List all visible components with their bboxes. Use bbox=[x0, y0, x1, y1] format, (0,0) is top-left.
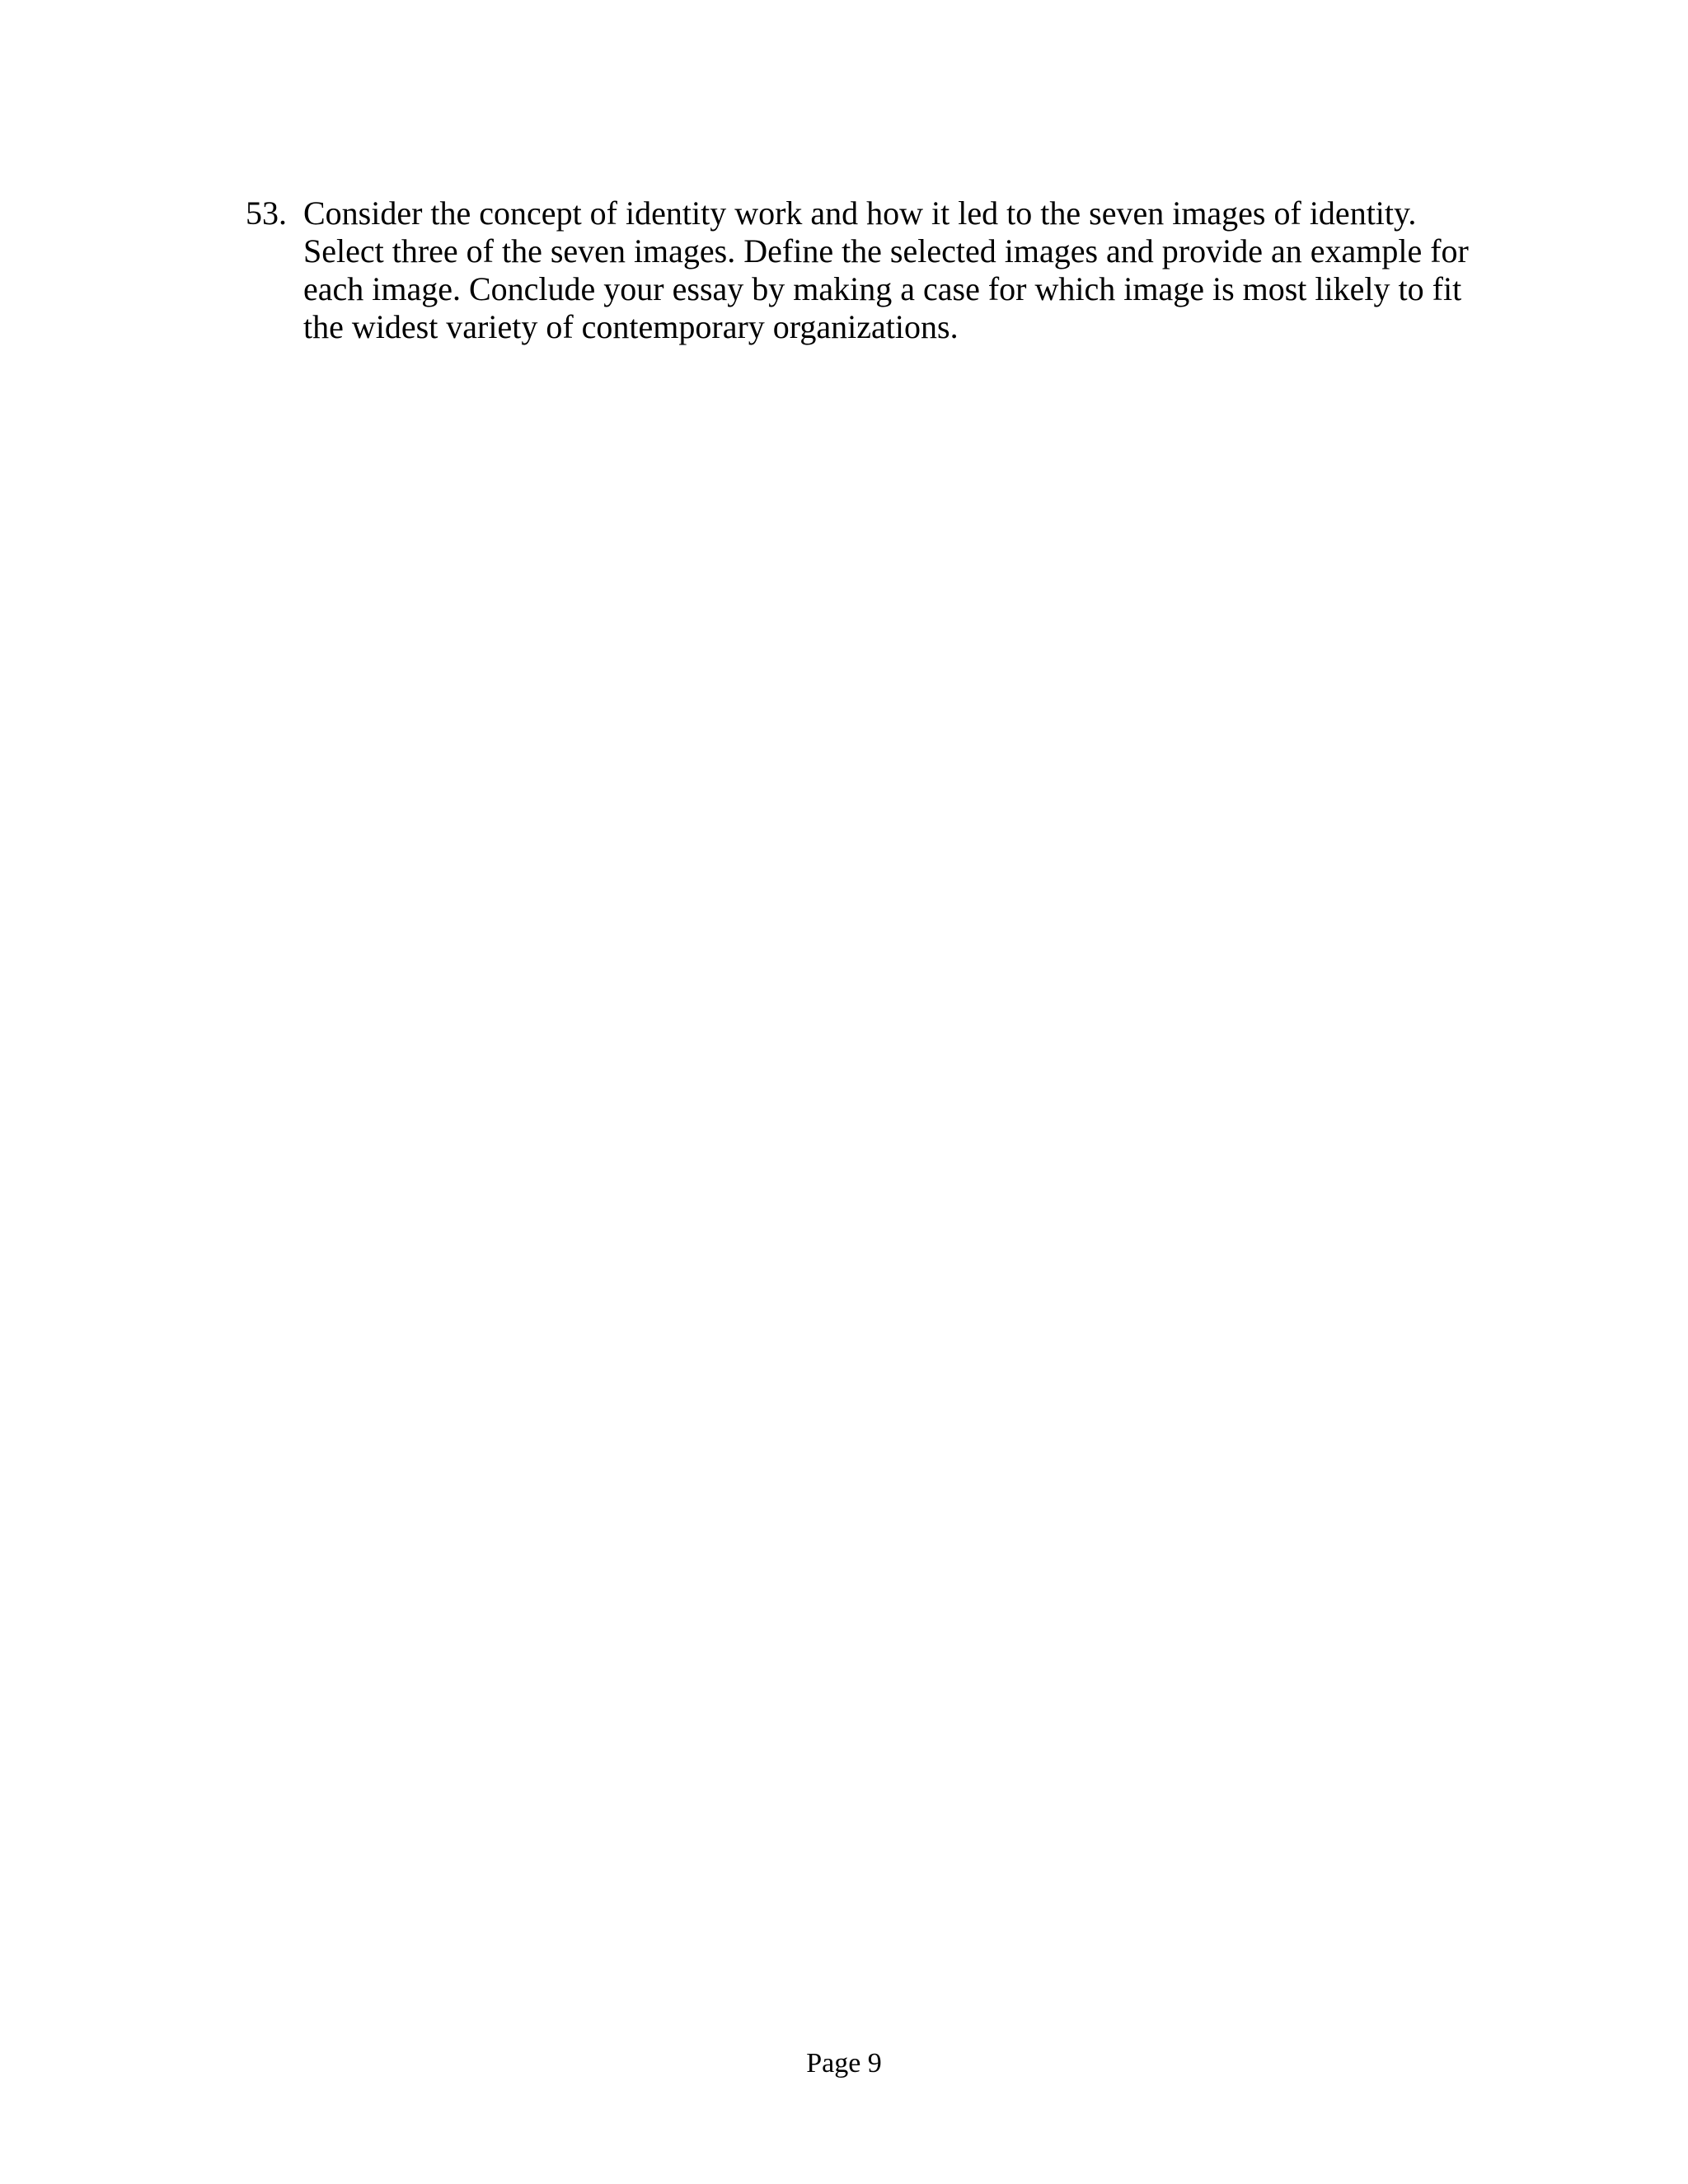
question-text bbox=[303, 194, 1498, 346]
question-text-line: the widest variety of contemporary organizations. bbox=[303, 308, 959, 345]
question-text-line: Consider the concept of identity work and how it led to the seven images of identity. bbox=[303, 194, 1417, 232]
essay-question bbox=[246, 194, 1498, 346]
page-number: Page 9 bbox=[806, 2048, 882, 2079]
question-number: 53. bbox=[246, 194, 287, 232]
question-text-line: Select three of the seven images. Define the selected images and provide an example for bbox=[303, 232, 1469, 269]
question-text-line: each image. Conclude your essay by making a case for which image is most likely to fit bbox=[303, 270, 1462, 307]
